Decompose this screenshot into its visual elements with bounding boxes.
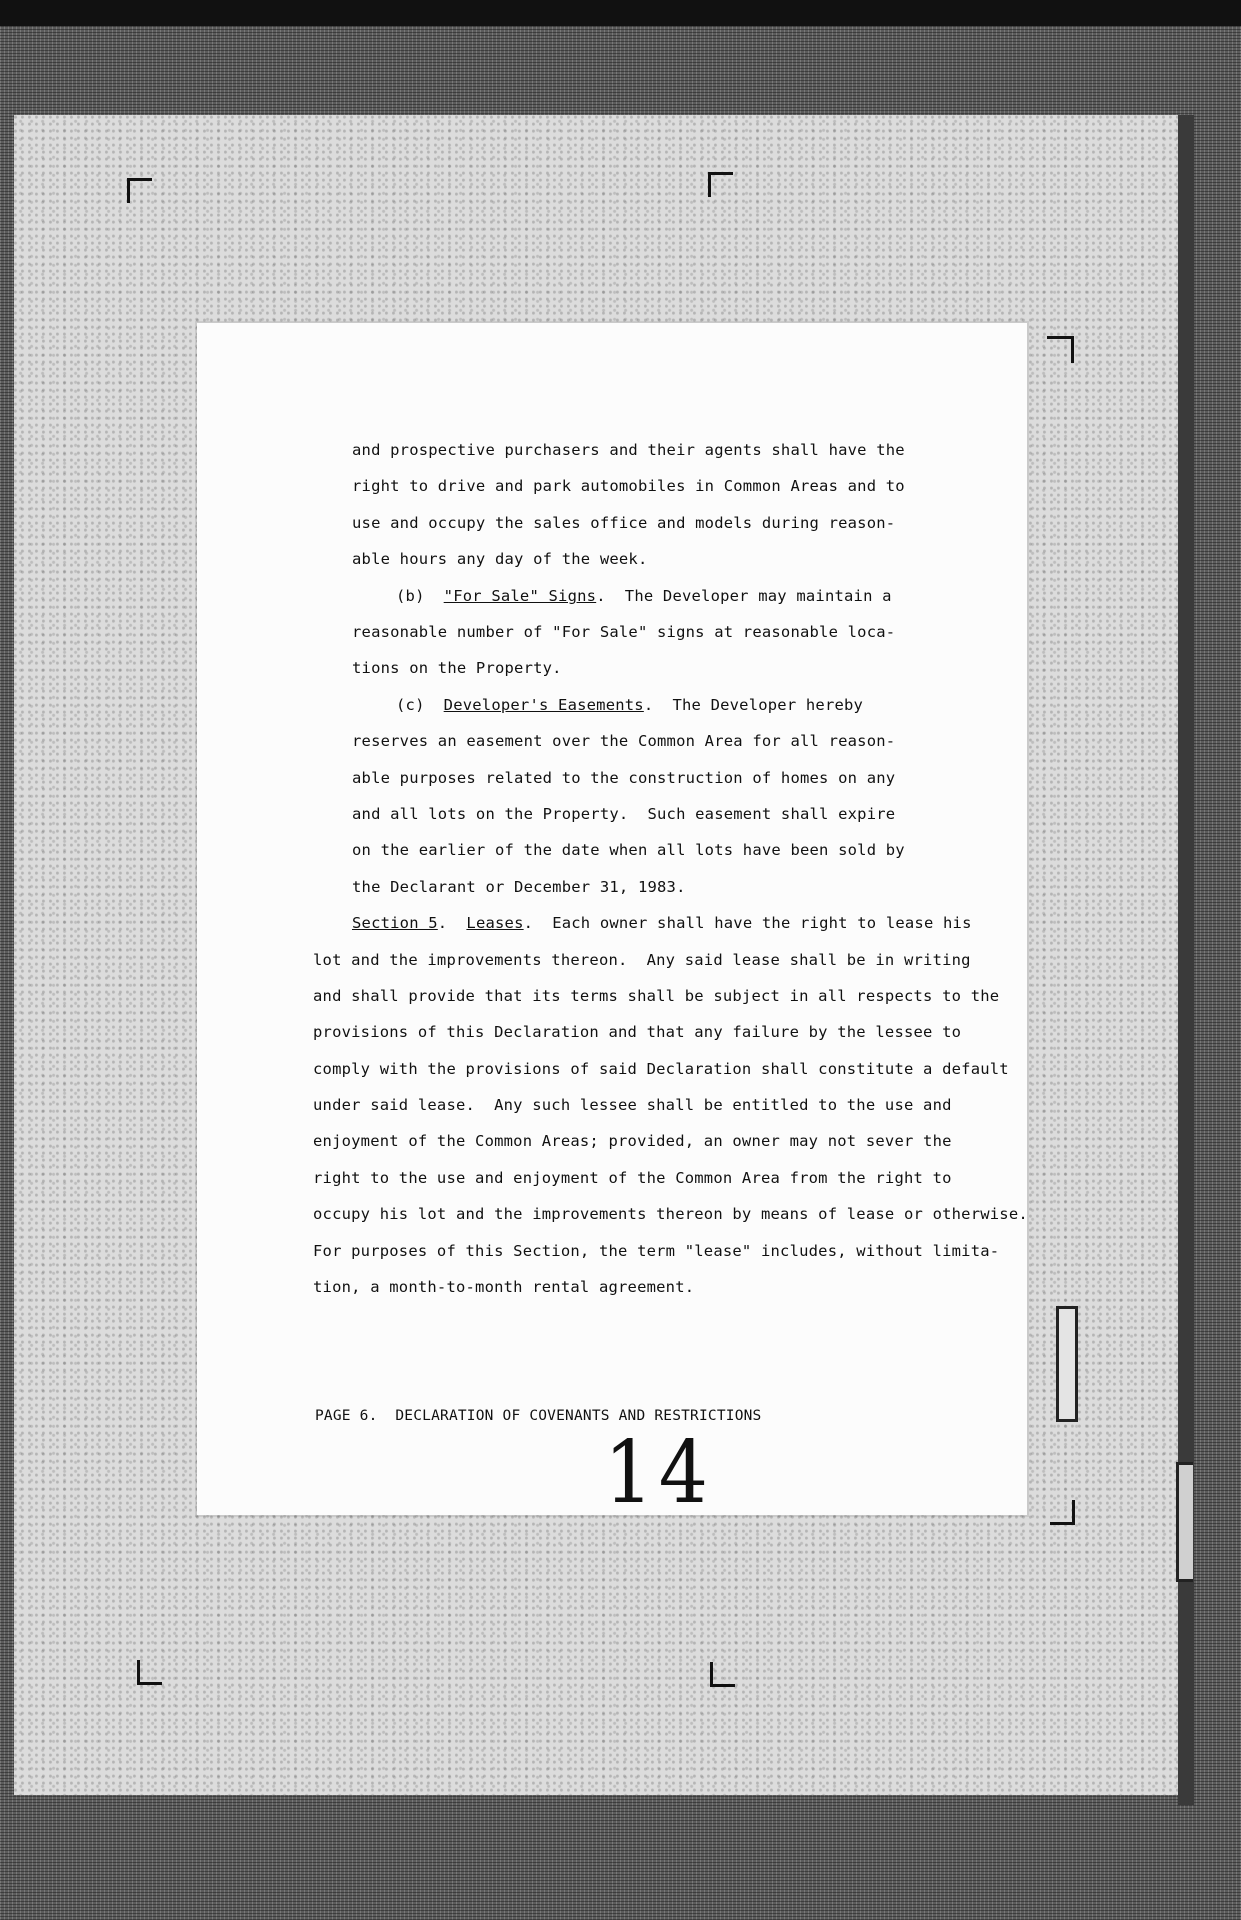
- page-footer: PAGE 6. DECLARATION OF COVENANTS AND RESTRICTIONS: [315, 1408, 762, 1424]
- section-5-first-line: [352, 913, 972, 933]
- text-line: able hours any day of the week.: [352, 550, 648, 568]
- text-line: and shall provide that its terms shall be subject in all respects to the: [313, 987, 1000, 1005]
- paragraph-b-text: . The Developer may maintain a: [596, 587, 892, 605]
- text-line: tions on the Property.: [352, 659, 562, 677]
- text-line: reserves an easement over the Common Area for all reason-: [352, 732, 896, 750]
- text-line: tion, a month-to-month rental agreement.: [313, 1278, 695, 1296]
- section-5-text: . Each owner shall have the right to lease his: [523, 914, 972, 932]
- crop-mark-top-right: [1047, 336, 1074, 363]
- section-5-label: Section 5: [352, 914, 438, 932]
- handwritten-page-number: 14: [604, 1423, 714, 1523]
- edge-bracket-mark: [1176, 1462, 1193, 1582]
- text-line: right to the use and enjoyment of the Common Area from the right to: [313, 1169, 952, 1187]
- crop-mark-bottom-center: [710, 1662, 735, 1687]
- text-line: and prospective purchasers and their agents shall have the: [352, 441, 905, 459]
- text-line: provisions of this Declaration and that any failure by the lessee to: [313, 1023, 962, 1041]
- text-line: under said lease. Any such lessee shall be entitled to the use and: [313, 1096, 952, 1114]
- paragraph-c-text: . The Developer hereby: [643, 696, 864, 714]
- paragraph-b-prefix: (b): [396, 587, 444, 605]
- side-bracket-mark: [1056, 1306, 1078, 1422]
- text-line: able purposes related to the construction of homes on any: [352, 769, 896, 787]
- paragraph-c-heading: Developer's Easements: [443, 696, 644, 714]
- section-5-heading: Leases: [466, 914, 524, 932]
- text-line: the Declarant or December 31, 1983.: [352, 878, 686, 896]
- text-line: enjoyment of the Common Areas; provided, an owner may not sever the: [313, 1132, 952, 1150]
- scan-top-band: [0, 0, 1241, 26]
- crop-mark-top-left: [127, 178, 152, 203]
- paragraph-c-first-line: [396, 695, 863, 715]
- text-line: use and occupy the sales office and models during reason-: [352, 514, 896, 532]
- crop-mark-bottom-right: [1050, 1500, 1075, 1525]
- text-line: For purposes of this Section, the term "lease" includes, without limita-: [313, 1242, 1000, 1260]
- text-line: comply with the provisions of said Declaration shall constitute a default: [313, 1060, 1009, 1078]
- crop-mark-bottom-left: [137, 1660, 162, 1685]
- text-line: lot and the improvements thereon. Any said lease shall be in writing: [313, 951, 971, 969]
- paragraph-b-heading: "For Sale" Signs: [443, 587, 597, 605]
- crop-mark-top-center: [708, 172, 733, 197]
- text-line: on the earlier of the date when all lots have been sold by: [352, 841, 905, 859]
- text-line: and all lots on the Property. Such easement shall expire: [352, 805, 896, 823]
- text-line: occupy his lot and the improvements thereon by means of lease or otherwise.: [313, 1205, 1028, 1223]
- text-line: reasonable number of "For Sale" signs at reasonable loca-: [352, 623, 896, 641]
- paragraph-b-first-line: [396, 586, 892, 606]
- section-5-separator: .: [437, 914, 467, 932]
- paragraph-c-prefix: (c): [396, 696, 444, 714]
- text-line: right to drive and park automobiles in Common Areas and to: [352, 477, 905, 495]
